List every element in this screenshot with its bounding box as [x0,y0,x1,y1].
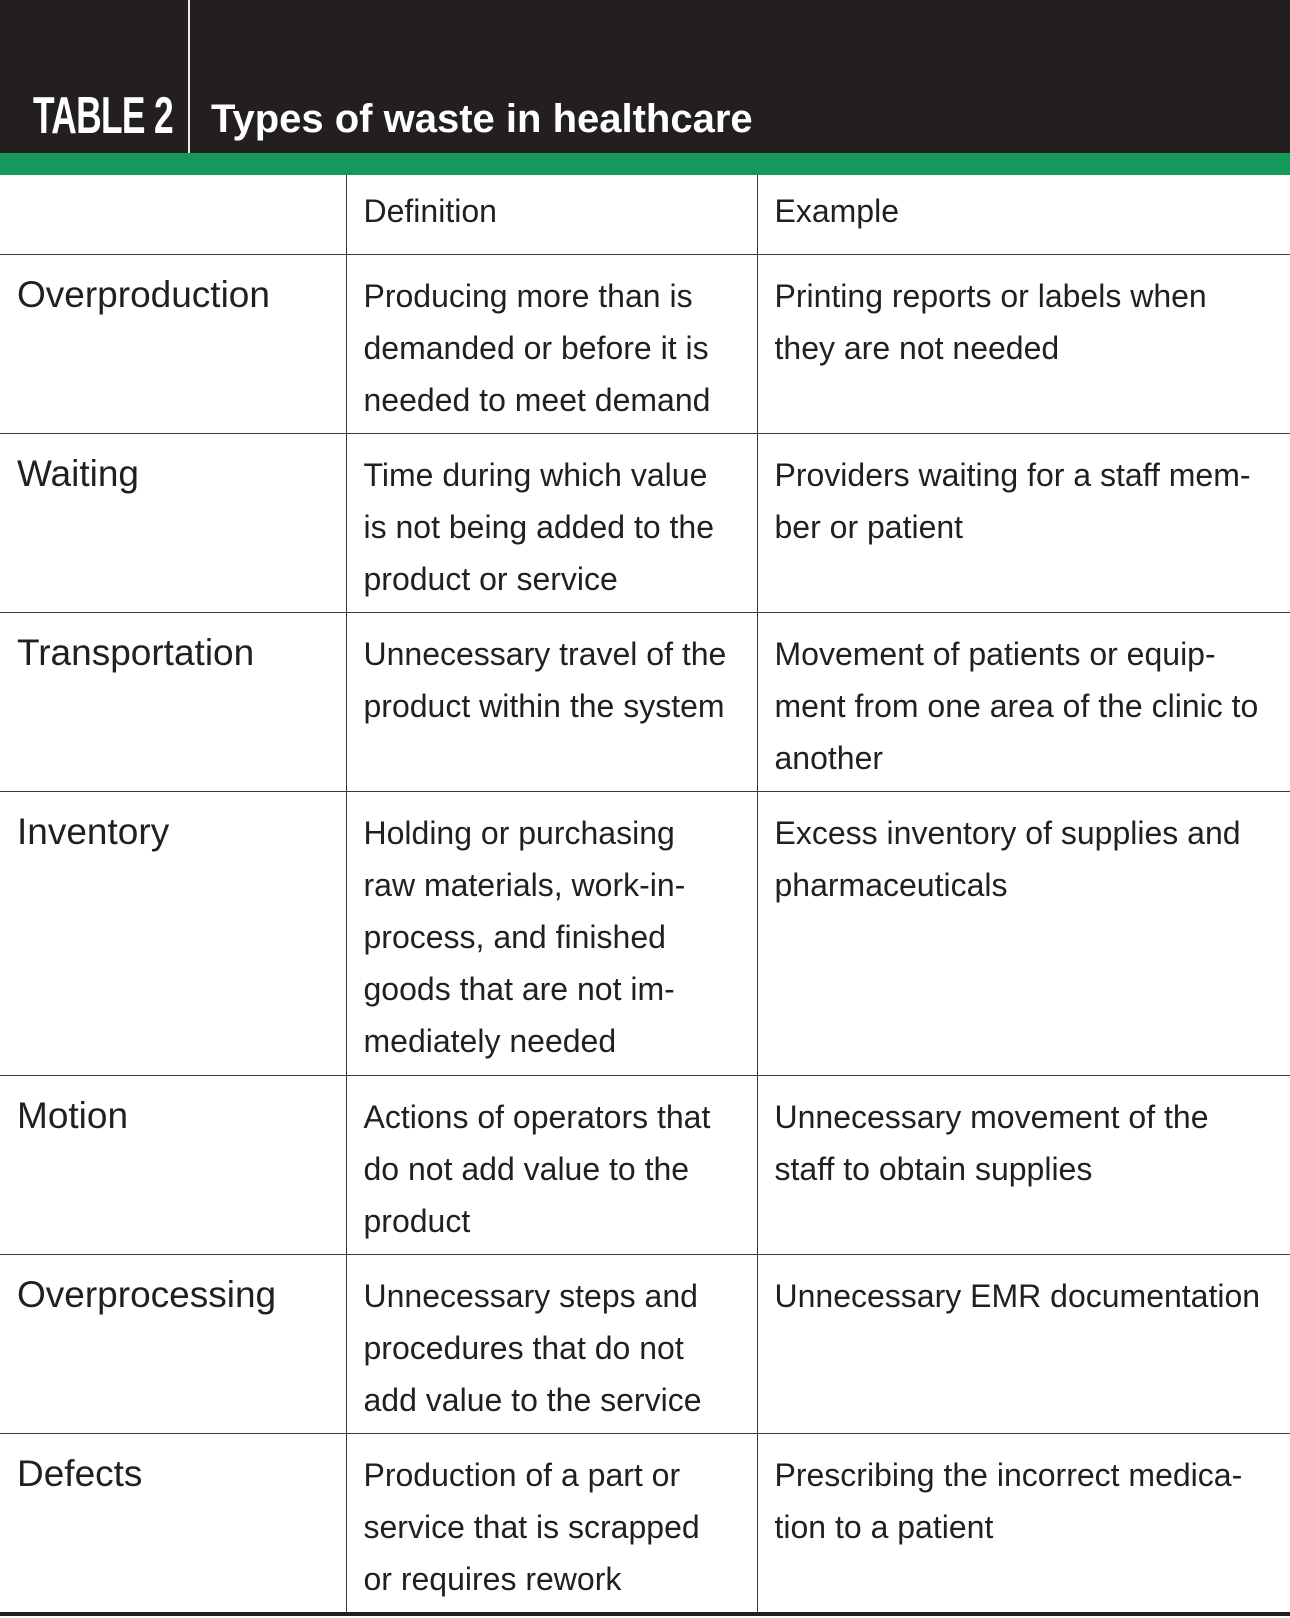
waste-type-cell [0,613,346,792]
definition-line: or requires rework [363,1561,622,1597]
example-line: tion to a patient [774,1509,994,1545]
definition-cell [346,434,757,613]
example-line: another [774,740,884,776]
definition-line: Holding or purchasing [363,815,675,851]
definition-line: service that is scrapped [363,1509,700,1545]
definition-line: Time during which value [363,457,708,493]
waste-type-cell [0,1076,346,1255]
example-cell [757,434,1290,613]
definition-line: add value to the service [363,1382,702,1418]
definition-line: Unnecessary steps and [363,1278,698,1314]
table-row [0,792,1290,1076]
waste-type-name: Transportation [17,632,255,673]
column-header-definition-label: Definition [363,193,497,229]
definition-line: Actions of operators that [363,1099,711,1135]
table-header [0,0,1290,153]
definition-line: product or service [363,561,618,597]
table-row [0,434,1290,613]
definition-line: Unnecessary travel of the [363,636,727,672]
green-accent-bar [0,153,1290,175]
definition-line: demanded or before it is [363,330,709,366]
definition-line: do not add value to the [363,1151,690,1187]
example-cell [757,255,1290,434]
example-cell [757,792,1290,1076]
definition-line: product [363,1203,471,1239]
table-number-box [0,0,190,153]
definition-line: Producing more than is [363,278,693,314]
definition-cell [346,1076,757,1255]
waste-type-name: Motion [17,1095,129,1136]
table-row [0,1434,1290,1615]
table-row [0,1255,1290,1434]
definition-line: procedures that do not [363,1330,684,1366]
example-cell [757,1255,1290,1434]
waste-type-name: Overprocessing [17,1274,277,1315]
example-cell [757,1076,1290,1255]
example-line: Providers waiting for a staff mem- [774,457,1251,493]
waste-type-name: Overproduction [17,274,270,315]
example-line: pharmaceuticals [774,867,1008,903]
column-header-example [757,175,1290,255]
definition-cell [346,1434,757,1615]
column-header-definition [346,175,757,255]
column-header-row [0,175,1290,255]
definition-cell [346,613,757,792]
table-title: Types of waste in healthcare [211,97,753,141]
example-line: Unnecessary EMR documentation [774,1278,1261,1314]
definition-cell [346,255,757,434]
waste-type-cell [0,1434,346,1615]
example-line: ber or patient [774,509,964,545]
example-line: Unnecessary movement of the [774,1099,1209,1135]
waste-type-name: Waiting [17,453,140,494]
table-row [0,1076,1290,1255]
waste-type-cell [0,434,346,613]
column-header-type-label [0,175,346,191]
table-row [0,255,1290,434]
example-cell [757,613,1290,792]
waste-type-cell [0,792,346,1076]
definition-line: mediately needed [363,1023,617,1059]
definition-cell [346,1255,757,1434]
definition-line: product within the system [363,688,725,724]
column-header-example-label: Example [774,193,899,229]
example-line: Excess inventory of supplies and [774,815,1241,851]
waste-types-table [0,175,1290,1616]
example-cell [757,1434,1290,1615]
definition-line: raw materials, work-in- [363,867,686,903]
example-line: Movement of patients or equip- [774,636,1216,672]
example-line: ment from one area of the clinic to [774,688,1259,724]
waste-type-cell [0,1255,346,1434]
example-line: Printing reports or labels when [774,278,1207,314]
table-number-label: TABLE 2 [33,87,173,145]
definition-cell [346,792,757,1076]
definition-line: needed to meet demand [363,382,711,418]
definition-line: process, and finished [363,919,666,955]
waste-type-name: Defects [17,1453,143,1494]
waste-type-cell [0,255,346,434]
waste-type-name: Inventory [17,811,170,852]
table-row [0,613,1290,792]
definition-line: is not being added to the [363,509,714,545]
definition-line: Production of a part or [363,1457,681,1493]
example-line: staff to obtain supplies [774,1151,1093,1187]
example-line: they are not needed [774,330,1060,366]
example-line: Prescribing the incorrect medica- [774,1457,1243,1493]
definition-line: goods that are not im- [363,971,675,1007]
column-header-type [0,175,346,255]
